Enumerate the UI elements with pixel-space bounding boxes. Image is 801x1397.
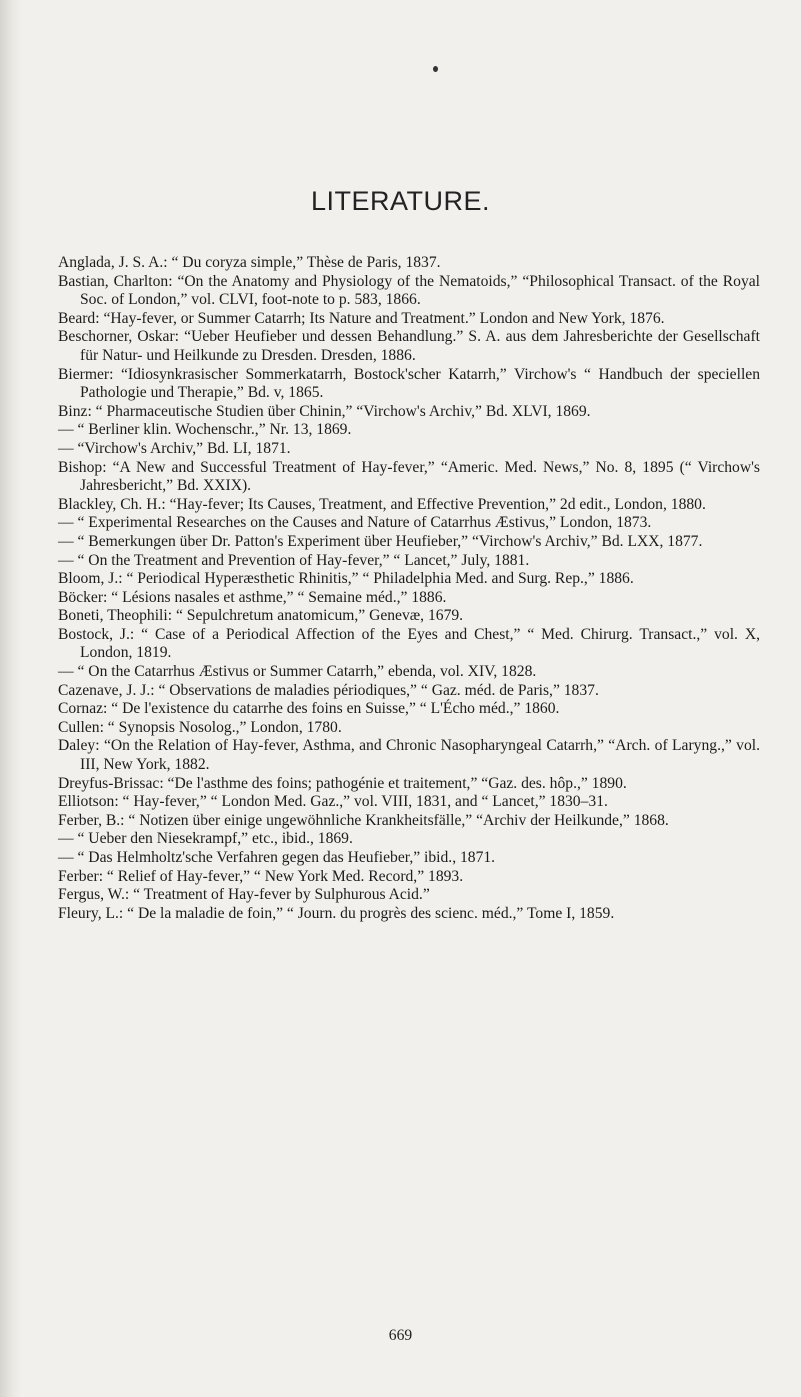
ink-speck: [433, 66, 438, 72]
bibliography-entry: Ferber, B.: “ Notizen über einige ungewöhnliche Krankheitsfälle,” “Archiv der Heilkunde,” 1868.: [58, 811, 669, 829]
page-heading: LITERATURE.: [310, 186, 491, 216]
bibliography-entry: Beard: “Hay-fever, or Summer Catarrh; Its Nature and Treatment.” London and New York, 1876.: [58, 309, 665, 327]
bibliography-entry: Cazenave, J. J.: “ Observations de maladies périodiques,” “ Gaz. méd. de Paris,” 1837.: [58, 681, 599, 699]
bibliography-entry: Dreyfus-Brissac: “De l'asthme des foins; pathogénie et traitement,” “Gaz. des. hôp.,” 1890.: [58, 774, 627, 792]
bibliography-entry: Blackley, Ch. H.: “Hay-fever; Its Causes, Treatment, and Effective Prevention,” 2d edit., London, 1880.: [58, 495, 706, 513]
bibliography-entry: — “ Das Helmholtz'sche Verfahren gegen das Heufieber,” ibid., 1871.: [58, 849, 496, 866]
bibliography-entry: Ferber: “ Relief of Hay-fever,” “ New York Med. Record,” 1893.: [58, 867, 464, 885]
bibliography-entry: Bishop: “A New and Successful Treatment of Hay-fever,” “Americ. Med. News,” No. 8, 1895 (“ Virchow's Jahresbericht,” Bd. XXIX).: [58, 458, 760, 495]
bibliography-entry: — “ On the Treatment and Prevention of Hay-fever,” “ Lancet,” July, 1881.: [58, 551, 530, 569]
bibliography-entry: Anglada, J. S. A.: “ Du coryza simple,” Thèse de Paris, 1837.: [58, 254, 441, 271]
bibliography-list: [58, 254, 760, 923]
bibliography-entry: Binz: “ Pharmaceutische Studien über Chinin,” “Virchow's Archiv,” Bd. XLVI, 1869.: [58, 402, 591, 420]
bibliography-entry: Elliotson: “ Hay-fever,” “ London Med. Gaz.,” vol. VIII, 1831, and “ Lancet,” 1830–31.: [58, 793, 608, 811]
bibliography-entry: — “ Berliner klin. Wochenschr.,” Nr. 13, 1869.: [58, 421, 352, 439]
bibliography-entry: — “ Experimental Researches on the Causes and Nature of Catarrhus Æstivus,” London, 1873.: [58, 514, 652, 532]
bibliography-entry: Cullen: “ Synopsis Nosolog.,” London, 1780.: [58, 718, 342, 736]
bibliography-entry: Fleury, L.: “ De la maladie de foin,” “ Journ. du progrès des scienc. méd.,” Tome I, 1859.: [58, 904, 615, 922]
bibliography-entry: — “ On the Catarrhus Æstivus or Summer Catarrh,” ebenda, vol. XIV, 1828.: [58, 663, 537, 681]
bibliography-entry: Böcker: “ Lésions nasales et asthme,” “ Semaine méd.,” 1886.: [58, 588, 447, 606]
bibliography-entry: Fergus, W.: “ Treatment of Hay-fever by Sulphurous Acid.”: [58, 886, 430, 904]
bibliography-entry: — “ Ueber den Niesekrampf,” etc., ibid., 1869.: [58, 830, 353, 848]
bibliography-entry: Cornaz: “ De l'existence du catarrhe des foins en Suisse,” “ L'Écho méd.,” 1860.: [58, 700, 560, 718]
bibliography-entry: Boneti, Theophili: “ Sepulchretum anatomicum,” Genevæ, 1679.: [58, 607, 464, 625]
bibliography-entry: Bastian, Charlton: “On the Anatomy and Physiology of the Nematoids,” “Philosophical Transact. of the Royal Soc. of London,” vol. CLVI, foot-note to p. 583, 1866.: [58, 272, 760, 309]
page-number: 669: [388, 1327, 413, 1344]
bibliography-entry: Beschorner, Oskar: “Ueber Heufieber und dessen Behandlung.” S. A. aus dem Jahresberichte der Gesellschaft für Natur- und Heilkunde zu Dresden. Dresden, 1886.: [58, 328, 760, 364]
bibliography-entry: Bostock, J.: “ Case of a Periodical Affection of the Eyes and Chest,” “ Med. Chirurg. Transact.,” vol. X, London, 1819.: [58, 625, 760, 662]
bibliography-entry: Biermer: “Idiosynkrasischer Sommerkatarrh, Bostock'scher Katarrh,” Virchow's “ Handbuch der speciellen Pathologie und Therapie,” Bd. v, 1865.: [58, 365, 760, 402]
bibliography-entry: — “ Bemerkungen über Dr. Patton's Experiment über Heufieber,” “Virchow's Archiv,” Bd. LXX, 1877.: [58, 532, 703, 550]
bibliography-entry: Daley: “On the Relation of Hay-fever, Asthma, and Chronic Nasopharyngeal Catarrh,” “Arch. of Laryng.,” vol. III, New York, 1882.: [58, 737, 760, 774]
bibliography-entry: Bloom, J.: “ Periodical Hyperæsthetic Rhinitis,” “ Philadelphia Med. and Surg. Rep.,” 1886.: [58, 570, 634, 588]
bibliography-entry: — “Virchow's Archiv,” Bd. LI, 1871.: [58, 439, 291, 457]
